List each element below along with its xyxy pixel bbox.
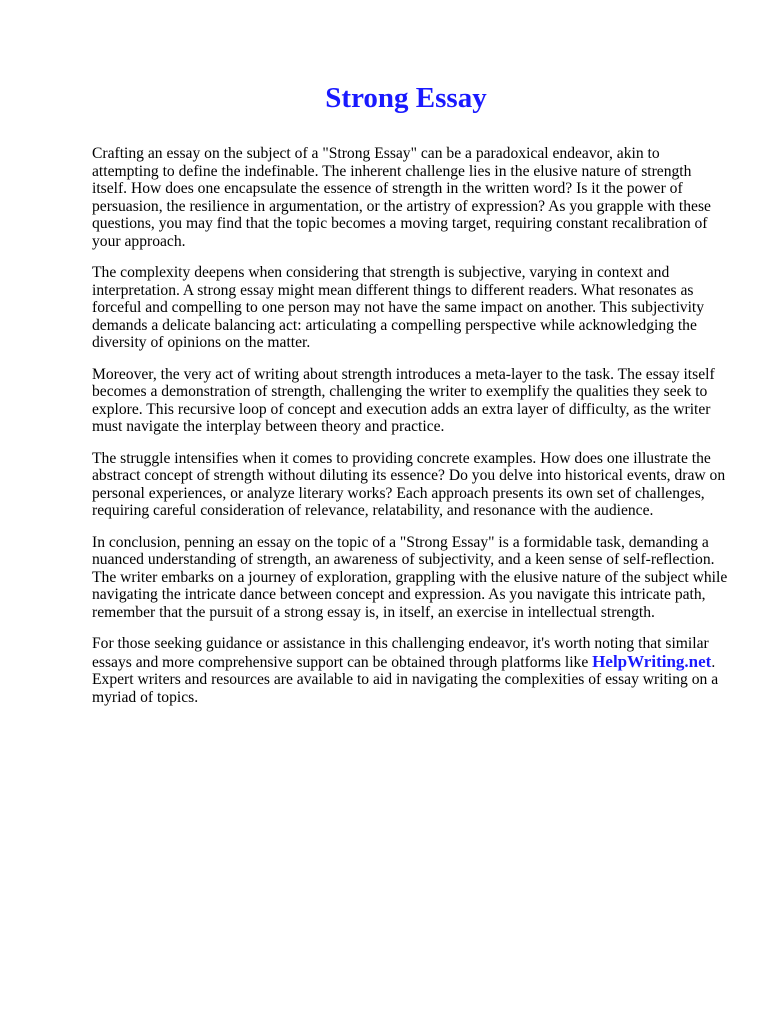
paragraph-6-lead: For those seeking guidance or assistance in this challenging endeavor, it's worth noting that similar essays and more comprehensive support can be obtained through platforms like xyxy=(92,635,709,671)
essay-body xyxy=(92,145,728,720)
paragraph-4: The struggle intensifies when it comes to providing concrete examples. How does one illustrate the abstract concept of strength without diluting its essence? Do you delve into historical events, draw on personal experiences, or analyze literary works? Each approach presents its own set of challenges, requiring careful consideration of relevance, relatability, and resonance with the audience. xyxy=(92,449,726,519)
paragraph-1: Crafting an essay on the subject of a "Strong Essay" can be a paradoxical endeavor, akin to attempting to define the indefinable. The inherent challenge lies in the elusive nature of strength itself. How does one encapsulate the essence of strength in the written word? Is it the power of persuasion, the resilience in argumentation, or the artistry of expression? As you grapple with these questions, you may find that the topic becomes a moving target, requiring constant recalibration of your approach. xyxy=(92,145,711,250)
helpwriting-link[interactable]: HelpWriting.net xyxy=(592,651,712,671)
paragraph-2: The complexity deepens when considering that strength is subjective, varying in context and interpretation. A strong essay might mean different things to different readers. What resonates as forceful and compelling to one person may not have the same impact on another. This subjectivity demands a delicate balancing act: articulating a compelling perspective while acknowledging the diversity of opinions on the matter. xyxy=(92,264,705,351)
paragraph-3: Moreover, the very act of writing about strength introduces a meta-layer to the task. The essay itself becomes a demonstration of strength, challenging the writer to exemplify the qualities they seek to explore. This recursive loop of concept and execution adds an extra layer of difficulty, as the writer must navigate the interplay between theory and practice. xyxy=(92,365,715,435)
page-title: Strong Essay xyxy=(325,82,487,114)
paragraph-6-tail: . Expert writers and resources are available to aid in navigating the complexities of essay writing on a myriad of topics. xyxy=(92,653,719,706)
paragraph-5: In conclusion, penning an essay on the topic of a "Strong Essay" is a formidable task, demanding a nuanced understanding of strength, an awareness of subjectivity, and a keen sense of self-reflection. The writer embarks on a journey of exploration, grappling with the elusive nature of the subject while navigating the intricate dance between concept and expression. As you navigate this intricate path, remember that the pursuit of a strong essay is, in itself, an exercise in intellectual strength. xyxy=(92,533,728,621)
paragraph-6 xyxy=(92,635,728,706)
